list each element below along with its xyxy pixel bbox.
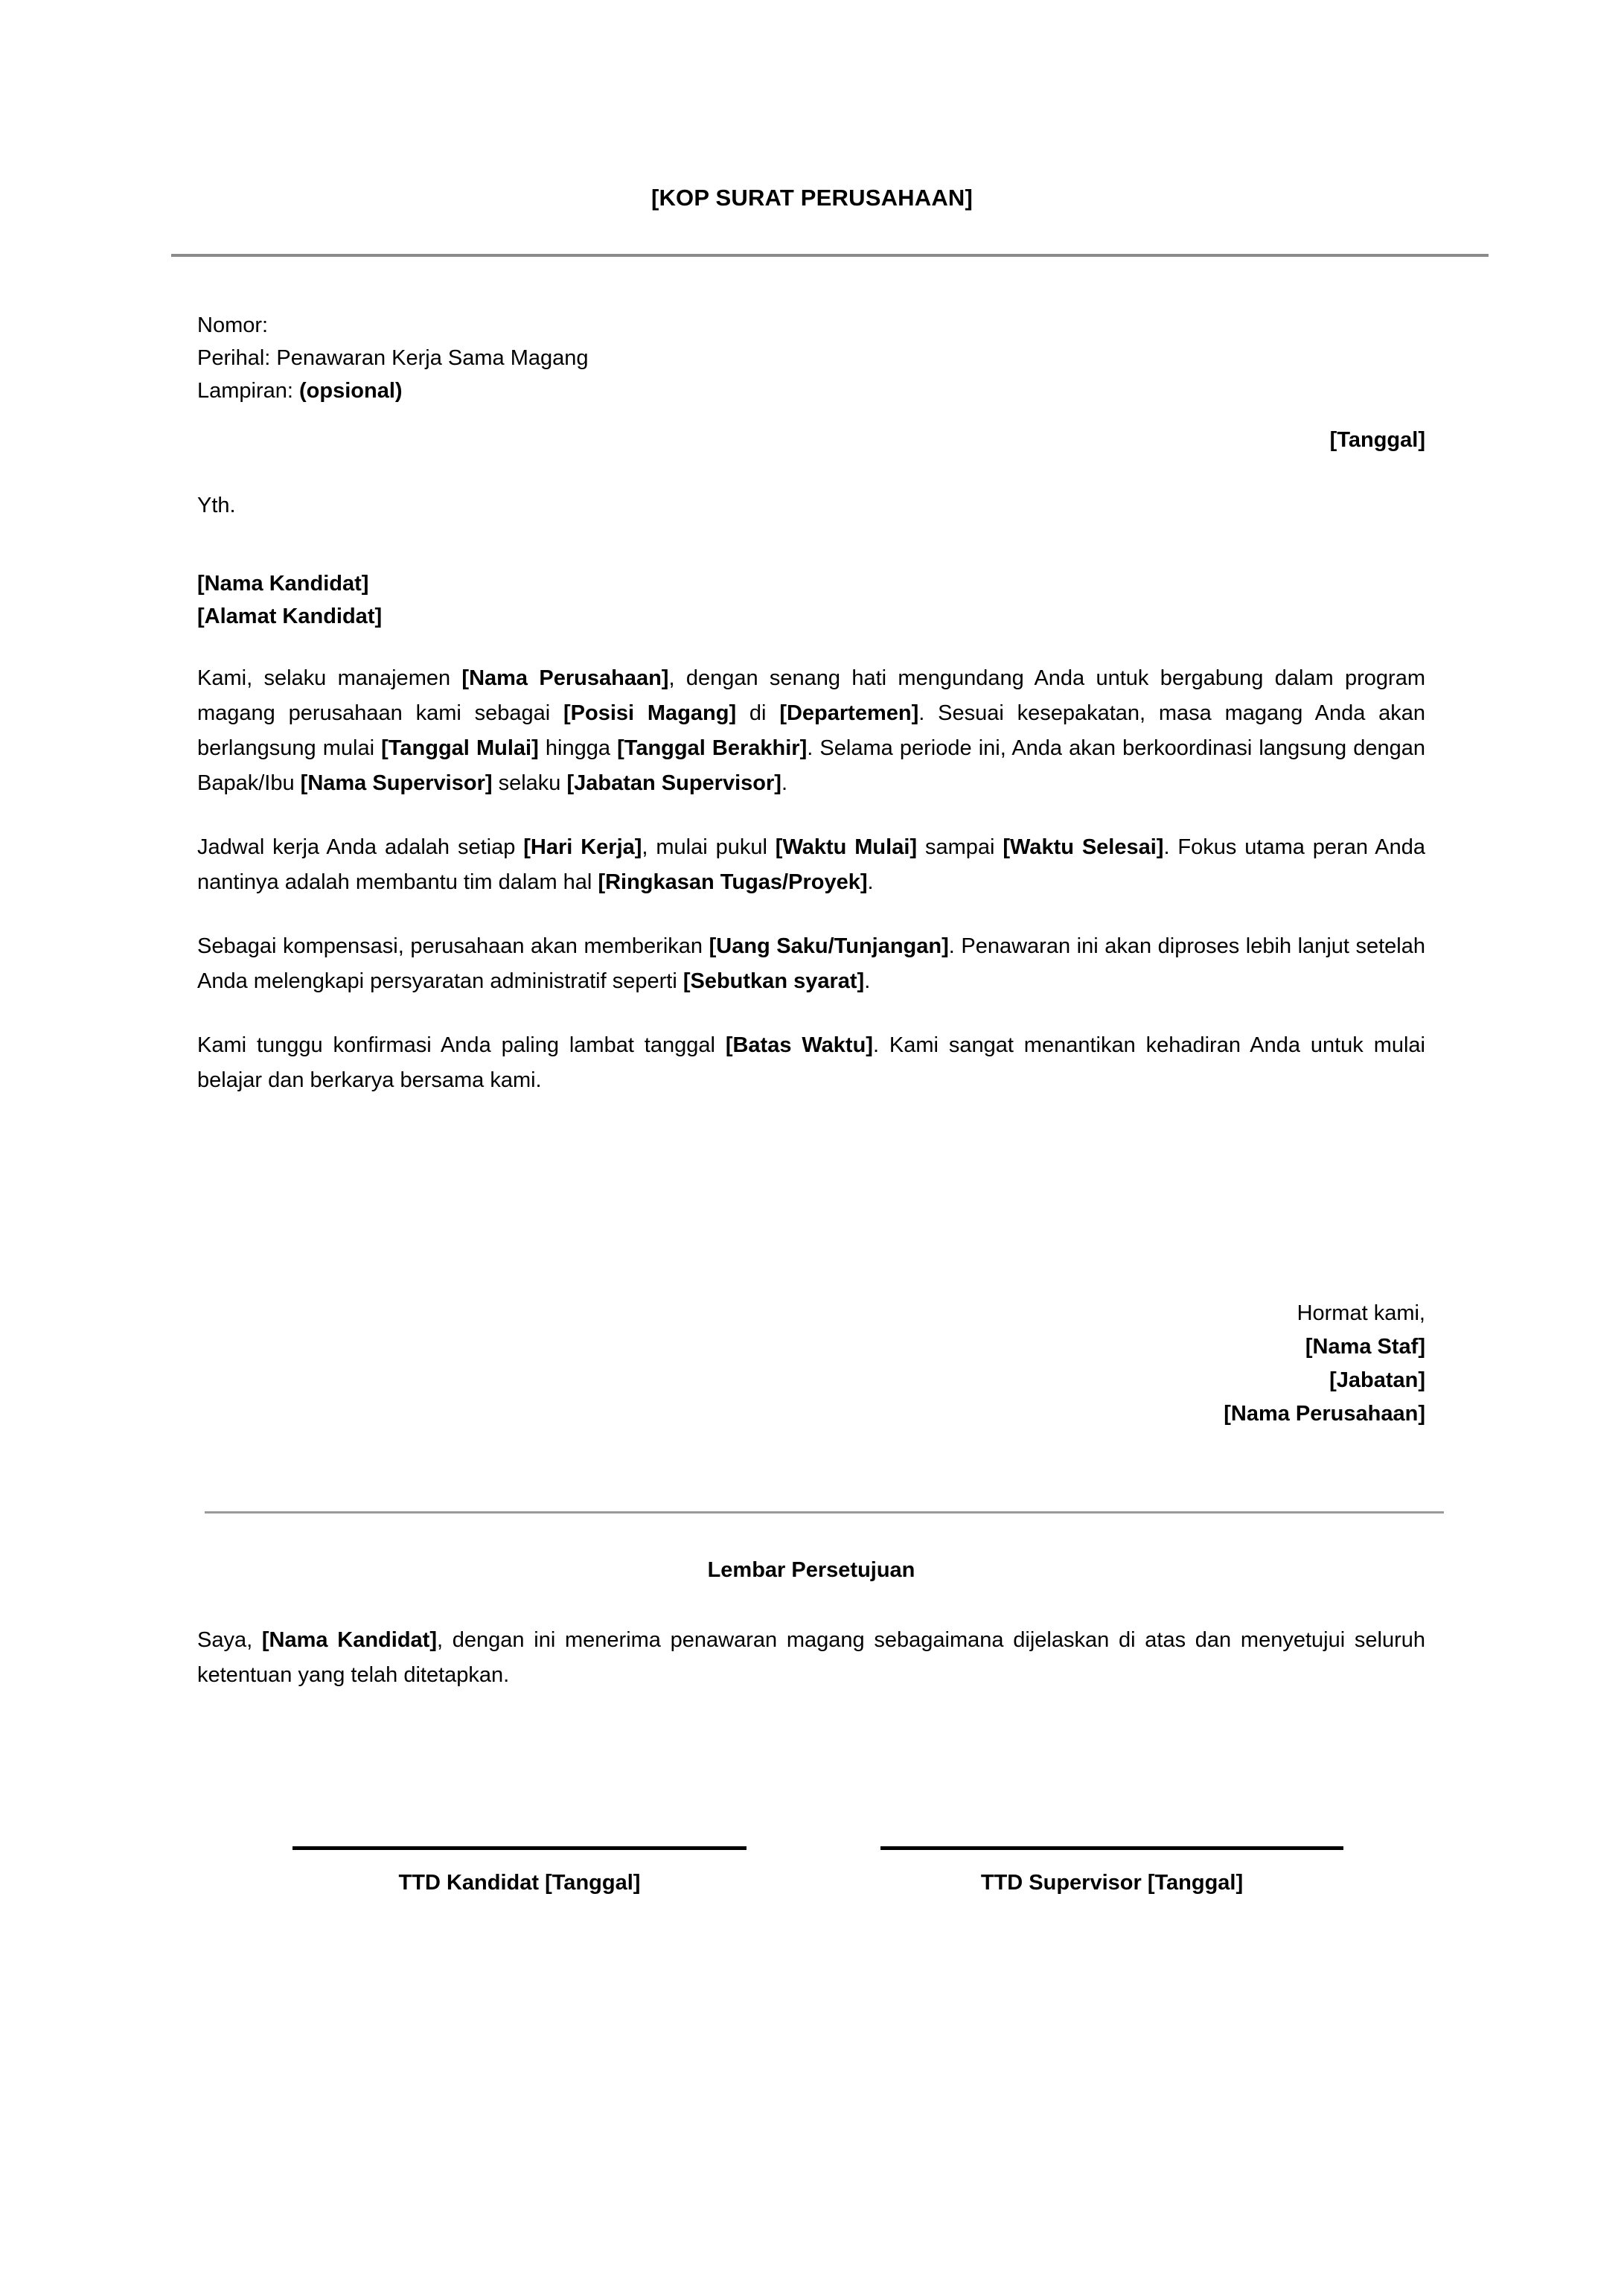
agreement-divider (205, 1511, 1444, 1513)
signature-supervisor (880, 1846, 1343, 1895)
agreement-field-candidate: [Nama Kandidat] (261, 1628, 437, 1652)
p4-text-1: Kami tunggu konfirmasi Anda paling lambat tanggal (197, 1033, 726, 1057)
p2-text-3: sampai (917, 835, 1003, 859)
closing-position: [Jabatan] (1329, 1368, 1425, 1392)
letter-body (197, 661, 1425, 1098)
signature-line-candidate (292, 1846, 747, 1850)
recipient-block (197, 567, 382, 633)
signature-label-supervisor: TTD Supervisor [Tanggal] (980, 1871, 1244, 1895)
body-paragraph-4 (197, 1028, 1425, 1098)
p1-field-position: [Posisi Magang] (563, 701, 737, 725)
meta-lampiran-label: Lampiran: (197, 379, 300, 404)
agreement-text-2: , dengan ini menerima penawaran magang sebagaimana dijelaskan di atas dan menyetujui seluruh ketentuan yang telah ditetapkan. (197, 1628, 1425, 1687)
body-paragraph-3 (197, 929, 1425, 999)
agreement-statement (197, 1623, 1425, 1693)
closing-regards: Hormat kami, (1297, 1301, 1425, 1325)
p4-text-2: . Kami sangat menantikan kehadiran Anda untuk mulai belajar dan berkarya bersama kami. (197, 1033, 1425, 1092)
p1-field-department: [Departemen] (779, 701, 919, 725)
meta-lampiran-value: (opsional) (299, 379, 403, 404)
p1-field-end-date: [Tanggal Berakhir] (617, 736, 808, 760)
p1-field-supervisor-name: [Nama Supervisor] (300, 771, 493, 795)
closing-staff-name: [Nama Staf] (1305, 1334, 1425, 1359)
p2-text-2: , mulai pukul (642, 835, 776, 859)
p3-text-1: Sebagai kompensasi, perusahaan akan memberikan (197, 934, 709, 958)
closing-block (197, 1297, 1425, 1431)
p1-text-1: Kami, selaku manajemen (197, 666, 462, 690)
p1-field-company: [Nama Perusahaan] (461, 666, 669, 690)
signature-label-candidate: TTD Kandidat [Tanggal] (398, 1871, 641, 1895)
p1-text-6: . Selama periode ini, Anda akan berkoordinasi langsung dengan Bapak/Ibu (197, 736, 1426, 795)
recipient-name: [Nama Kandidat] (197, 572, 369, 596)
p1-text-2: , dengan senang hati mengundang Anda untuk bergabung dalam program magang perusahaan kami sebagai (197, 666, 1426, 725)
p1-text-4: . Sesuai kesepakatan, masa magang Anda akan berlangsung mulai (197, 701, 1426, 760)
p1-text-7: selaku (492, 771, 567, 795)
salutation: Yth. (197, 494, 236, 517)
p1-field-supervisor-title: [Jabatan Supervisor] (566, 771, 781, 795)
p2-field-workdays: [Hari Kerja] (523, 835, 642, 859)
closing-company: [Nama Perusahaan] (1224, 1401, 1425, 1426)
p4-field-deadline: [Batas Waktu] (725, 1033, 873, 1057)
p3-text-3: . (864, 969, 871, 993)
p2-text-1: Jadwal kerja Anda adalah setiap (197, 835, 524, 859)
body-paragraph-1 (197, 661, 1425, 801)
signature-line-supervisor (880, 1846, 1343, 1850)
meta-nomor: Nomor: (197, 313, 269, 337)
p1-text-3: di (736, 701, 780, 725)
p1-text-5: hingga (538, 736, 618, 760)
body-paragraph-2 (197, 830, 1425, 900)
p1-text-8: . (781, 771, 788, 795)
p2-field-task-summary: [Ringkasan Tugas/Proyek] (598, 870, 868, 894)
p2-field-start-time: [Waktu Mulai] (775, 835, 918, 859)
signature-area (197, 1846, 1425, 1951)
agreement-heading: Lembar Persetujuan (707, 1558, 915, 1582)
agreement-text-1: Saya, (197, 1628, 262, 1652)
p1-field-start-date: [Tanggal Mulai] (381, 736, 539, 760)
p3-text-2: . Penawaran ini akan diproses lebih lanjut setelah Anda melengkapi persyaratan administratif seperti (197, 934, 1426, 993)
signature-candidate (292, 1846, 747, 1895)
p2-field-end-time: [Waktu Selesai] (1003, 835, 1164, 859)
p2-text-4: . Fokus utama peran Anda nantinya adalah membantu tim dalam hal (197, 835, 1425, 894)
meta-lampiran (197, 374, 589, 407)
p3-field-requirements: [Sebutkan syarat] (682, 969, 865, 993)
letterhead-title: [KOP SURAT PERUSAHAAN] (650, 185, 974, 211)
p3-field-allowance: [Uang Saku/Tunjangan] (709, 934, 949, 958)
p2-text-5: . (867, 870, 874, 894)
recipient-address: [Alamat Kandidat] (197, 605, 383, 629)
letter-meta-block (197, 309, 589, 407)
header-divider (171, 254, 1489, 257)
letter-date: [Tanggal] (1329, 428, 1425, 452)
meta-perihal: Perihal: Penawaran Kerja Sama Magang (197, 346, 589, 371)
